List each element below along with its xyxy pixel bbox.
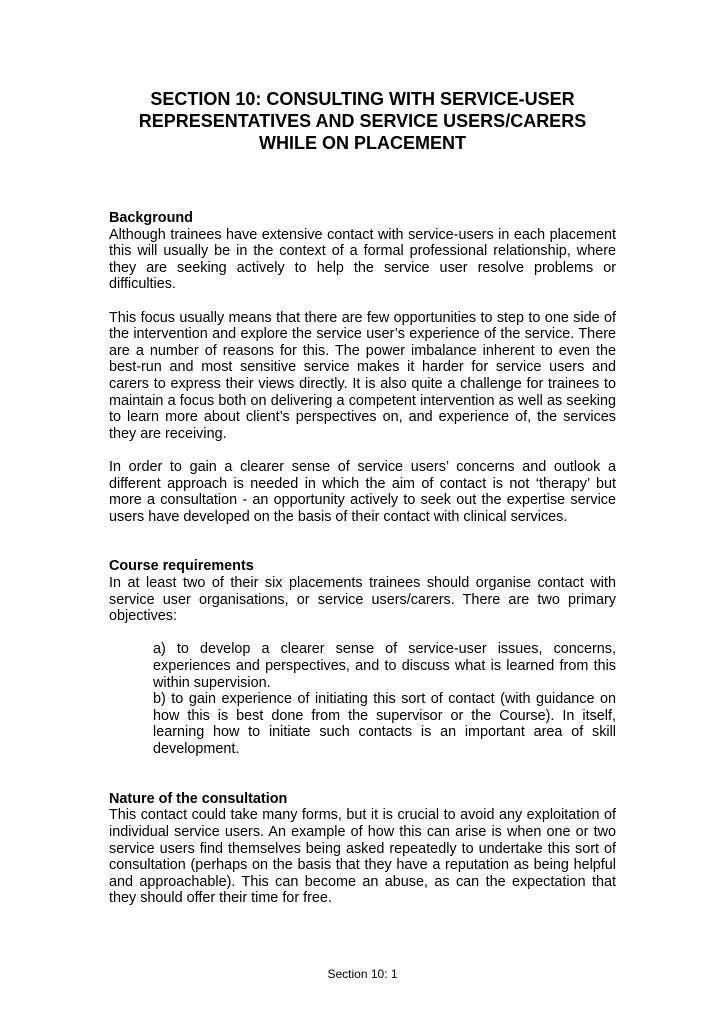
title-line-3: WHILE ON PLACEMENT: [259, 133, 466, 153]
objective-b: b) to gain experience of initiating this sort of contact (with guidance on how this is best done from the supervisor or the Course). In itself, learning how to initiate such contacts is an important area of skill development.: [153, 691, 616, 757]
title-line-1: SECTION 10: CONSULTING WITH SERVICE-USER: [150, 89, 575, 109]
background-paragraph-3: In order to gain a clearer sense of service users’ concerns and outlook a different approach is needed in which the aim of contact is not ‘therapy’ but more a consultation - an opportunity actively to seek out the expertise service users have developed on the basis of their contact with clinical services.: [109, 458, 616, 525]
background-heading: Background: [109, 210, 193, 226]
nature-heading: Nature of the consultation: [109, 790, 288, 807]
objective-a: a) to develop a clearer sense of service-user issues, concerns, experiences and perspectives, and to discuss what is learned from this within supervision.: [153, 641, 616, 691]
background-paragraph-2: This focus usually means that there are few opportunities to step to one side of the intervention and explore the service user’s experience of the service. There are a number of reasons for this. The power imbalance inherent to even the best-run and most sensitive service makes it harder for service users and carers to express their views directly. It is also quite a challenge for trainees to maintain a focus both on delivering a competent intervention as well as seeking to learn more about client’s perspectives on, and experience of, the services they are receiving.: [109, 309, 616, 442]
page-footer: Section 10: 1: [327, 967, 398, 981]
page-title: [100, 88, 625, 154]
document-body: [109, 210, 616, 907]
course-requirements-heading: Course requirements: [109, 558, 254, 575]
nature-paragraph: This contact could take many forms, but it is crucial to avoid any exploitation of individual service users. An example of how this can arise is when one or two service users find themselves being asked repeatedly to undertake this sort of consultation (perhaps on the basis that they have a reputation as being helpful and approachable). This can become an abuse, as can the expectation that they should offer their time for free.: [109, 807, 616, 907]
course-requirements-paragraph: In at least two of their six placements trainees should organise contact with service user organisations, or service users/carers. There are two primary objectives:: [109, 575, 616, 625]
background-paragraph-1: Although trainees have extensive contact with service-users in each placement this will usually be in the context of a formal professional relationship, where they are seeking actively to help the service user resolve problems or difficulties.: [109, 226, 616, 293]
title-line-2: REPRESENTATIVES AND SERVICE USERS/CARERS: [138, 111, 587, 131]
